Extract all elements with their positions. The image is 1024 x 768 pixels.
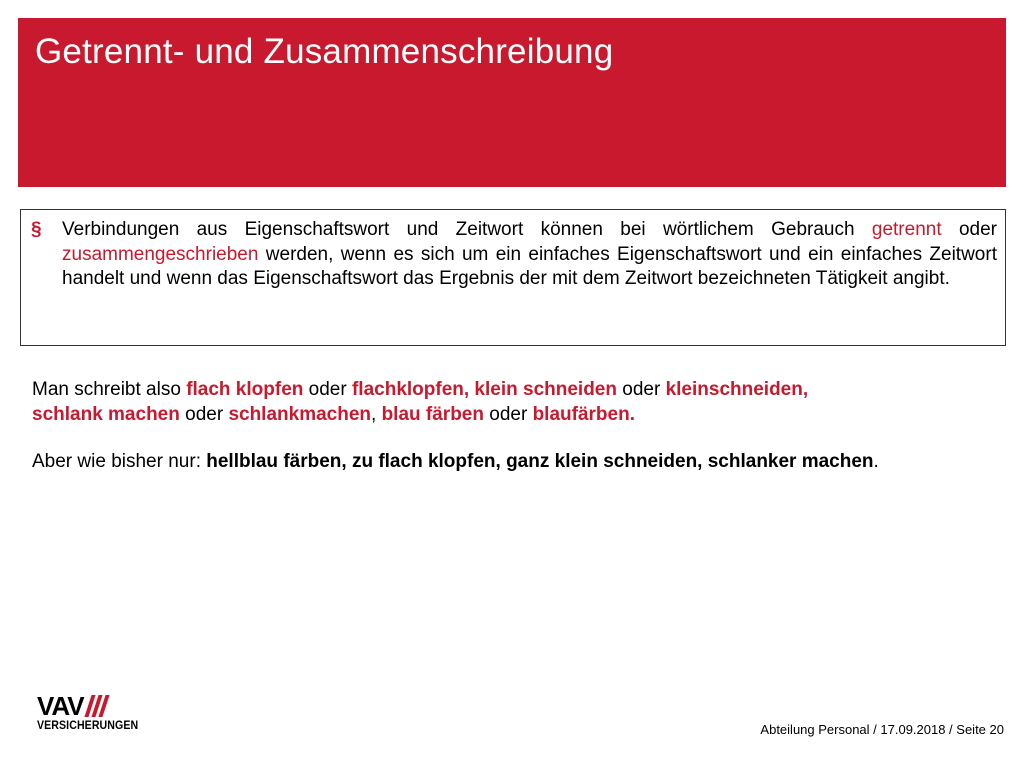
example-term: blau färben (376, 404, 484, 425)
contrast-intro: Aber wie bisher nur: (32, 451, 207, 472)
highlight-getrennt: getrennt (871, 219, 942, 240)
examples-intro: Man schreibt also (32, 379, 187, 400)
rule-text-part: oder (941, 219, 997, 240)
example-term: flach klopfen (186, 379, 304, 400)
page-title: Getrennt- und Zusammenschreibung (35, 32, 614, 71)
vav-logo (37, 691, 157, 736)
connector-text: oder (483, 404, 533, 425)
logo-wordmark (37, 691, 106, 721)
rule-text (62, 218, 997, 292)
example-term: schlankmachen (228, 404, 372, 425)
highlight-zusammengeschrieben: zusammengeschrieben (62, 243, 259, 265)
example-term: kleinschneiden, (665, 379, 809, 400)
connector-text: oder (303, 379, 352, 400)
contrast-terms: hellblau färben, zu flach klopfen, ganz klein schneiden, schlanker machen (206, 451, 874, 472)
rule-box (20, 209, 1006, 346)
example-term: flachklopfen, (351, 379, 470, 400)
contrast-end: . (873, 451, 879, 472)
contrast-paragraph (32, 449, 982, 474)
paragraph-bullet: § (31, 219, 42, 240)
rule-text-part: Verbindungen aus Eigenschaftswort und Zeitwort können bei wörtlichem Gebrauch (62, 219, 872, 240)
rule-text-part: werden, wenn es sich um ein einfaches Eigenschaftswort und ein einfaches Zeitwort handelt und wenn das Eigenschaftswort das Ergebnis der mit dem Zeitwort bezeichneten Tätigkeit angibt. (62, 243, 997, 289)
example-term: schlank machen (32, 404, 180, 425)
logo-bars-icon (88, 695, 106, 717)
title-banner (18, 18, 1006, 187)
connector-text: oder (179, 404, 229, 425)
logo-subtitle: VERSICHERUNGEN (37, 720, 139, 732)
connector-text: oder (616, 379, 666, 400)
example-term: blaufärben. (532, 404, 635, 425)
example-term: klein schneiden (469, 379, 617, 400)
examples-section (32, 377, 982, 474)
examples-paragraph (32, 377, 982, 427)
logo-text: VAV (37, 691, 84, 721)
footer-text: Abteilung Personal / 17.09.2018 / Seite 20 (760, 722, 1004, 737)
connector-text: , (371, 404, 377, 425)
